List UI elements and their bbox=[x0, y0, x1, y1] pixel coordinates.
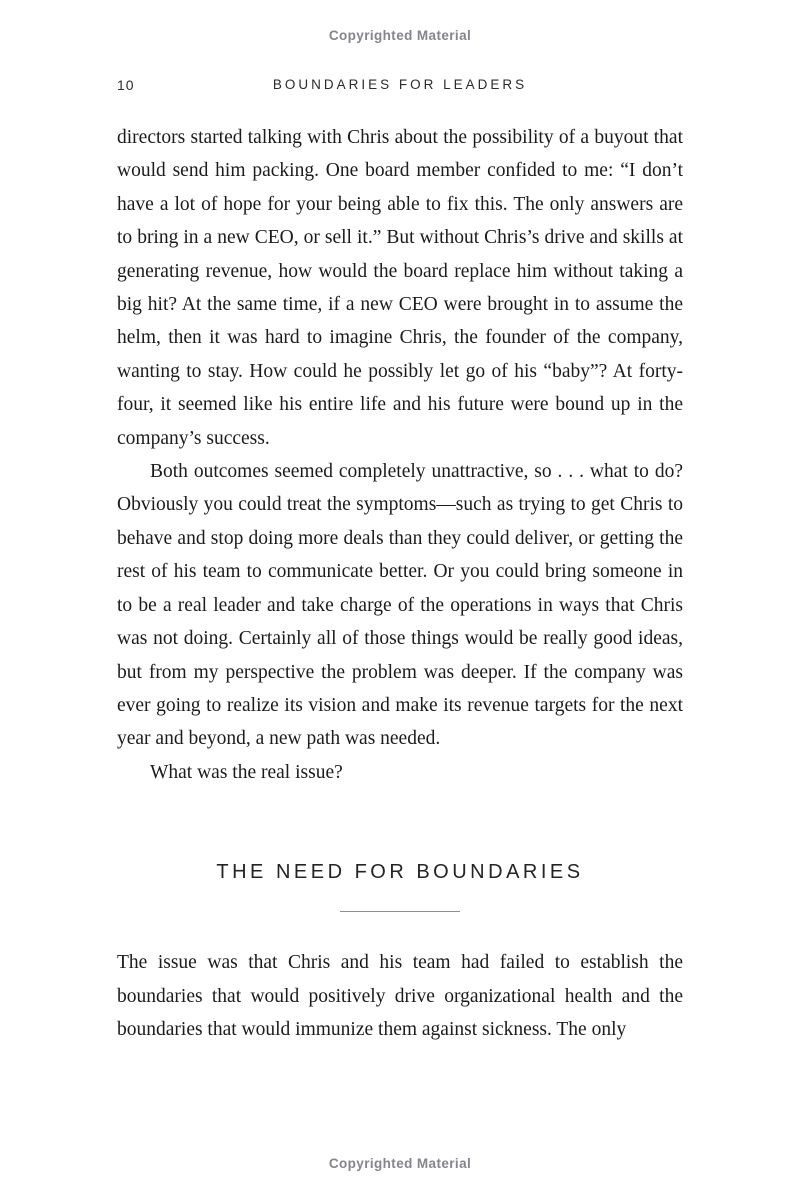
body-paragraph-2: Both outcomes seemed completely unattractive, so . . . what to do? Obviously you could treat the symptoms—such as trying to get Chris to behave and stop doing more deals than they could deliver, or getting the rest of his team to communicate better. Or you could bring someone in to be a real leader and take charge of the operations in ways that Chris was not doing. Certainly all of those things would be really good ideas, but from my perspective the problem was deeper. If the company was ever going to realize its vision and make its revenue targets for the next year and beyond, a new path was needed. bbox=[117, 461, 683, 750]
copyright-notice-top: Copyrighted Material bbox=[328, 28, 472, 43]
running-header bbox=[0, 77, 800, 95]
running-header-title: BOUNDARIES FOR LEADERS bbox=[272, 77, 528, 92]
copyright-notice-bottom: Copyrighted Material bbox=[328, 1156, 472, 1171]
page-body bbox=[117, 121, 683, 789]
body-paragraph-3: What was the real issue? bbox=[150, 761, 343, 783]
body-paragraph-1: directors started talking with Chris about the possibility of a buyout that would send him packing. One board member confided to me: “I don’t have a lot of hope for your being able to fix this. The only answers are to bring in a new CEO, or sell it.” But without Chris’s drive and skills at generating revenue, how would the board replace him without taking a big hit? At the same time, if a new CEO were brought in to assume the helm, then it was hard to imagine Chris, the founder of the company, wanting to stay. How could he possibly let go of his “baby”? At forty-four, it seemed like his entire life and his future were bound up in the company’s success. bbox=[117, 127, 683, 449]
section-heading: THE NEED FOR BOUNDARIES bbox=[216, 861, 584, 884]
section-body bbox=[117, 946, 683, 1046]
section-divider bbox=[340, 911, 460, 912]
body-paragraph-4: The issue was that Chris and his team had failed to establish the boundaries that would positively drive organizational health and the boundaries that would immunize them against sickness. The only bbox=[117, 952, 683, 1040]
page-number: 10 bbox=[117, 77, 135, 93]
